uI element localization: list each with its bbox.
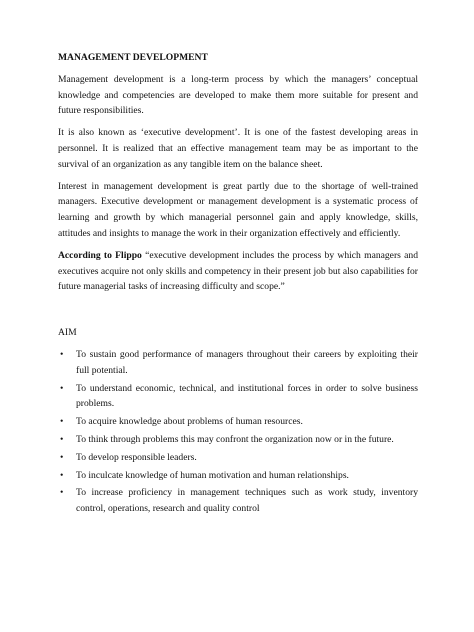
aim-list (58, 347, 418, 517)
aim-item (58, 432, 418, 448)
aim-item-text: To sustain good performance of managers throughout their careers by exploiting their full potential. (76, 348, 418, 376)
bullet-icon: • (60, 487, 64, 499)
paragraph-executive-development: It is also known as ‘executive development’. It is one of the fastest developing areas in personnel. It is realized that an effective management team may be as important to the survival of an organization as any tangible item on the balance sheet. (58, 127, 418, 170)
aim-item-text: To develop responsible leaders. (76, 451, 197, 463)
aim-item-text: To increase proficiency in management techniques such as work study, inventory control, operations, research and quality control (76, 487, 418, 515)
aim-item (58, 347, 418, 379)
quote-lead: According to Flippo (58, 249, 142, 261)
paragraph-flippo-quote (58, 248, 418, 295)
aim-item (58, 485, 418, 517)
bullet-icon: • (60, 416, 64, 428)
aim-item (58, 381, 418, 413)
bullet-icon: • (60, 382, 64, 394)
bullet-icon: • (60, 469, 64, 481)
aim-item (58, 450, 418, 466)
document-page (58, 50, 418, 519)
aim-item (58, 414, 418, 430)
aim-item-text: To understand economic, technical, and institutional forces in order to solve business problems. (76, 382, 418, 410)
aim-item-text: To inculcate knowledge of human motivation and human relationships. (76, 469, 349, 481)
bullet-icon: • (60, 348, 64, 360)
document-heading: MANAGEMENT DEVELOPMENT (58, 52, 208, 63)
aim-item-text: To think through problems this may confront the organization now or in the future. (76, 433, 394, 445)
aim-heading: AIM (58, 327, 77, 339)
aim-item (58, 468, 418, 484)
bullet-icon: • (60, 433, 64, 445)
paragraph-interest: Interest in management development is great partly due to the shortage of well-trained managers. Executive development or management development is a systematic process of learning and growth by which managerial personnel gain and apply knowledge, skills, attitudes and insights to manage the work in their organization effectively and efficiently. (58, 180, 418, 239)
quote-text: “executive development includes the process by which managers and executives acquire not only skills and competency in their present job but also capabilities for future managerial tasks of increasing difficulty and scope.” (58, 249, 418, 293)
bullet-icon: • (60, 451, 64, 463)
paragraph-definition: Management development is a long-term process by which the managers’ conceptual knowledge and competencies are developed to make them more suitable for present and future responsibilities. (58, 73, 418, 117)
aim-item-text: To acquire knowledge about problems of human resources. (76, 416, 303, 428)
